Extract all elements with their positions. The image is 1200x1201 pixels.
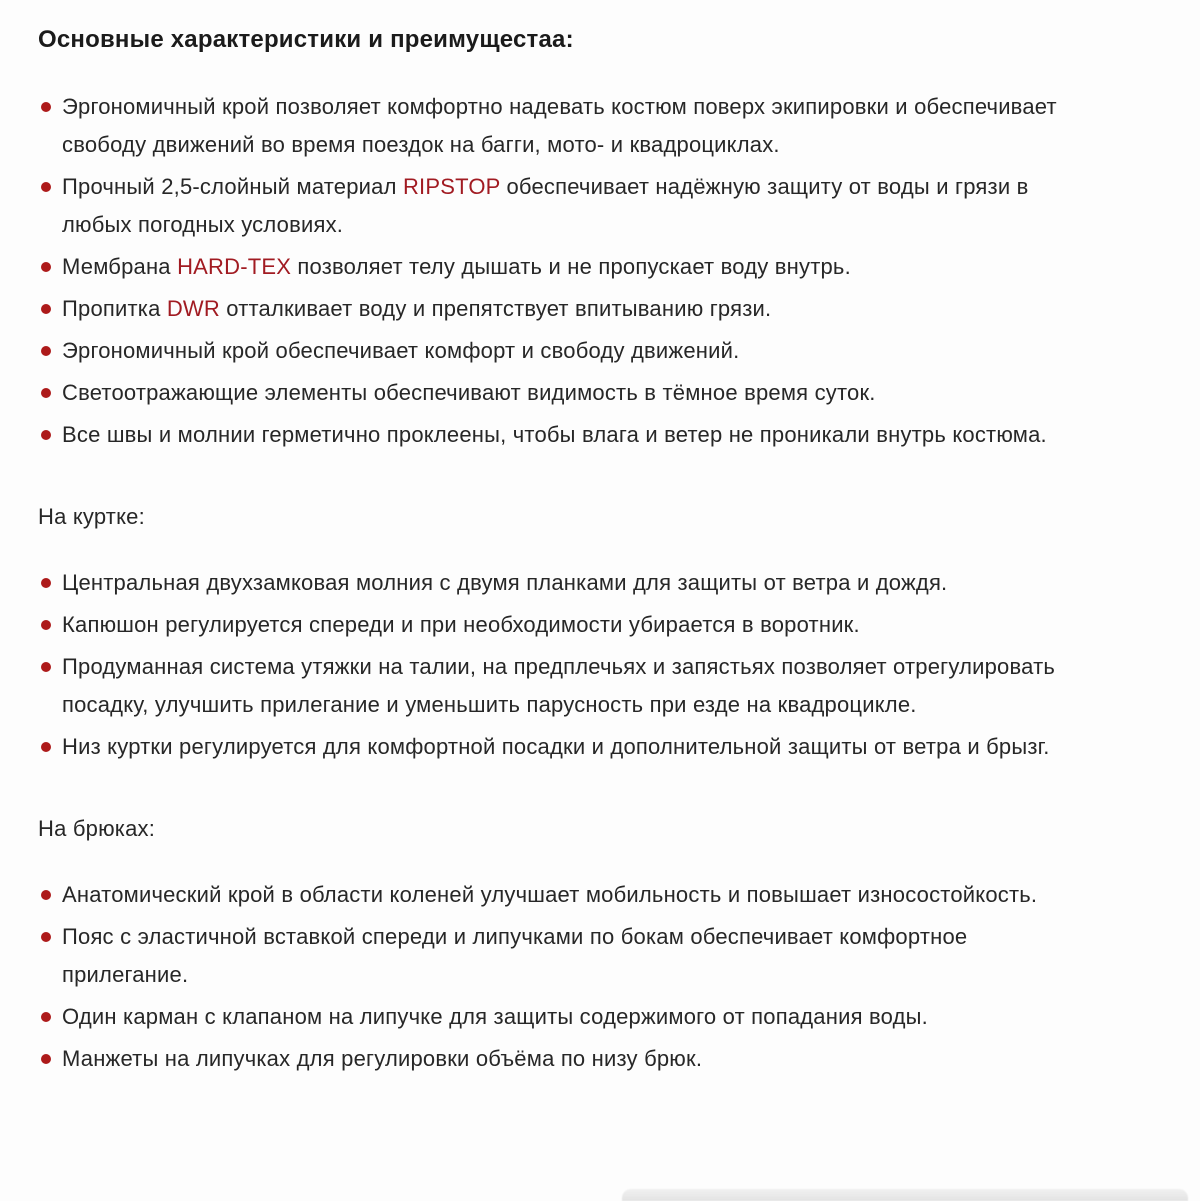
- bullet-icon: [41, 620, 51, 630]
- list-item-text: Продуманная система утяжки на талии, на предплечьях и запястьях позволяет отрегулировать посадку, улучшить прилегание и уменьшить парусность при езде на квадроцикле.: [62, 654, 1056, 717]
- list-item: [38, 728, 1086, 766]
- list-item-text: Пропитка DWR отталкивает воду и препятствует впитыванию грязи.: [62, 296, 772, 321]
- bullet-icon: [41, 304, 51, 314]
- bullet-icon: [41, 932, 51, 942]
- bullet-icon: [41, 102, 51, 112]
- bullet-icon: [41, 262, 51, 272]
- list-item: [38, 168, 1086, 244]
- list-item: [38, 998, 1086, 1036]
- list-item-text: Манжеты на липучках для регулировки объёма по низу брюк.: [62, 1046, 703, 1071]
- list-item: [38, 248, 1086, 286]
- bullet-icon: [41, 1012, 51, 1022]
- section-1: [38, 504, 1142, 766]
- list-item: [38, 290, 1086, 328]
- list-item-text: Мембрана HARD-TEX позволяет телу дышать и не пропускает воду внутрь.: [62, 254, 851, 279]
- section-heading: На куртке:: [38, 504, 145, 529]
- list-item-text: Центральная двухзамковая молния с двумя планками для защиты от ветра и дождя.: [62, 570, 948, 595]
- bullet-list: [38, 88, 1086, 454]
- list-item-text: Эргономичный крой позволяет комфортно надевать костюм поверх экипировки и обеспечивает свободу движений во время поездок на багги, мото- и квадроциклах.: [62, 94, 1057, 157]
- list-item: [38, 374, 1086, 412]
- section-2: [38, 816, 1142, 1078]
- bullet-icon: [41, 662, 51, 672]
- bullet-icon: [41, 430, 51, 440]
- bullet-icon: [41, 890, 51, 900]
- bullet-icon: [41, 742, 51, 752]
- list-item: [38, 564, 1086, 602]
- section-heading: На брюках:: [38, 816, 156, 841]
- bullet-icon: [41, 346, 51, 356]
- list-item-text: Пояс с эластичной вставкой спереди и липучками по бокам обеспечивает комфортное прилегание.: [62, 924, 968, 987]
- list-item: [38, 648, 1086, 724]
- list-item: [38, 876, 1086, 914]
- bullet-list: [38, 876, 1086, 1078]
- bullet-icon: [41, 182, 51, 192]
- bullet-icon: [41, 578, 51, 588]
- page-title: Основные характеристики и преимущестаа:: [38, 26, 574, 53]
- list-item: [38, 332, 1086, 370]
- list-item: [38, 416, 1086, 454]
- highlighted-term: HARD-TEX: [177, 254, 292, 279]
- list-item: [38, 606, 1086, 644]
- bullet-icon: [41, 388, 51, 398]
- section-0: [38, 88, 1142, 454]
- list-item: [38, 918, 1086, 994]
- list-item-text: Капюшон регулируется спереди и при необходимости убирается в воротник.: [62, 612, 860, 637]
- list-item-text: Низ куртки регулируется для комфортной посадки и дополнительной защиты от ветра и брызг.: [62, 734, 1050, 759]
- list-item-text: Все швы и молнии герметично проклеены, чтобы влага и ветер не проникали внутрь костюма.: [62, 422, 1047, 447]
- list-item-text: Прочный 2,5-слойный материал RIPSTOP обеспечивает надёжную защиту от воды и грязи в любых погодных условиях.: [62, 174, 1029, 237]
- bullet-icon: [41, 1054, 51, 1064]
- bullet-list: [38, 564, 1086, 766]
- list-item-text: Эргономичный крой обеспечивает комфорт и свободу движений.: [62, 338, 740, 363]
- list-item-text: Один карман с клапаном на липучке для защиты содержимого от попадания воды.: [62, 1004, 928, 1029]
- bottom-edge-element: [622, 1189, 1188, 1201]
- highlighted-term: DWR: [166, 296, 220, 321]
- list-item: [38, 88, 1086, 164]
- list-item-text: Анатомический крой в области коленей улучшает мобильность и повышает износостойкость.: [62, 882, 1038, 907]
- highlighted-term: RIPSTOP: [402, 174, 501, 199]
- list-item: [38, 1040, 1086, 1078]
- list-item-text: Светоотражающие элементы обеспечивают видимость в тёмное время суток.: [62, 380, 876, 405]
- sections: [38, 88, 1142, 1078]
